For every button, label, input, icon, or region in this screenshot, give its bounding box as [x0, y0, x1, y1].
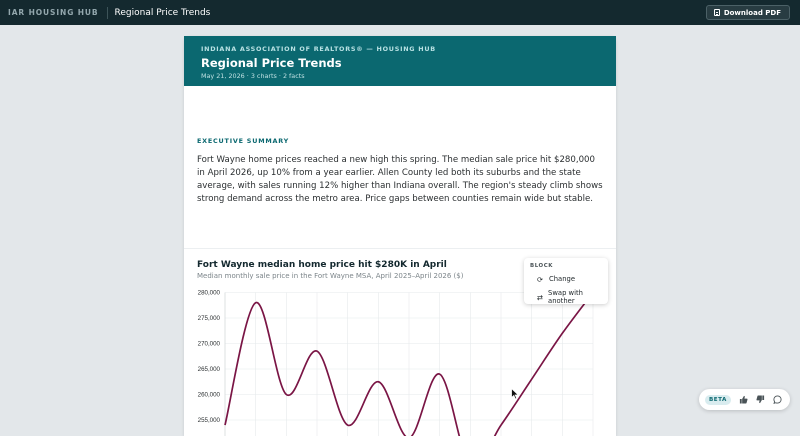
- thumbs-down-icon[interactable]: [756, 395, 765, 404]
- y-tick-label: 270,000: [198, 341, 221, 348]
- comment-icon[interactable]: [773, 395, 782, 404]
- meta-separator: ·: [247, 72, 251, 80]
- download-pdf-label: Download PDF: [724, 9, 781, 17]
- top-bar: [0, 0, 800, 25]
- block-menu-label: BLOCK: [530, 263, 602, 269]
- chart-title: Fort Wayne median home price hit $280K in April: [197, 260, 447, 270]
- report-date: May 21, 2026: [201, 72, 245, 80]
- report-org: INDIANA ASSOCIATION OF REALTORS® — HOUSING HUB: [201, 45, 599, 53]
- thumbs-up-icon[interactable]: [739, 395, 748, 404]
- block-menu: [524, 258, 608, 304]
- document-icon: [714, 9, 720, 16]
- brand-label[interactable]: IAR HOUSING HUB: [8, 8, 99, 17]
- swap-arrows-icon: ⇄: [537, 294, 543, 301]
- refresh-icon: ⟳: [537, 276, 544, 283]
- summary-text: Fort Wayne home prices reached a new high this spring. The median sale price hit $280,000 in April 2026, up 10% from a year earlier. Allen County led both its suburbs and the state average, with sales running 12% higher than Indiana overall. The region's steady climb shows strong demand across the metro area. Price gaps between counties remain wide but stable.: [197, 154, 603, 206]
- chart-subtitle: Median monthly sale price in the Fort Wayne MSA, April 2025–April 2026 ($): [197, 272, 463, 280]
- breadcrumb-separator: [107, 7, 108, 19]
- swap-label: Swap with another: [548, 289, 602, 305]
- change-block-button[interactable]: [530, 275, 602, 283]
- y-tick-label: 260,000: [198, 392, 221, 399]
- price-line-chart: [184, 36, 616, 436]
- change-label: Change: [549, 275, 575, 283]
- feedback-bar: [699, 389, 790, 410]
- report-card: [184, 36, 616, 436]
- mouse-cursor-icon: [511, 388, 519, 400]
- y-tick-label: 265,000: [198, 366, 221, 373]
- breadcrumb-page-title: Regional Price Trends: [115, 8, 211, 18]
- summary-label: EXECUTIVE SUMMARY: [197, 137, 603, 145]
- report-counts: 3 charts · 2 facts: [251, 72, 305, 80]
- y-tick-label: 275,000: [198, 315, 221, 322]
- swap-block-button[interactable]: [530, 289, 602, 305]
- report-title: Regional Price Trends: [201, 56, 599, 70]
- y-tick-label: 255,000: [198, 417, 221, 424]
- y-tick-label: 280,000: [198, 290, 221, 297]
- beta-badge: BETA: [705, 395, 731, 405]
- download-pdf-button[interactable]: [706, 5, 790, 20]
